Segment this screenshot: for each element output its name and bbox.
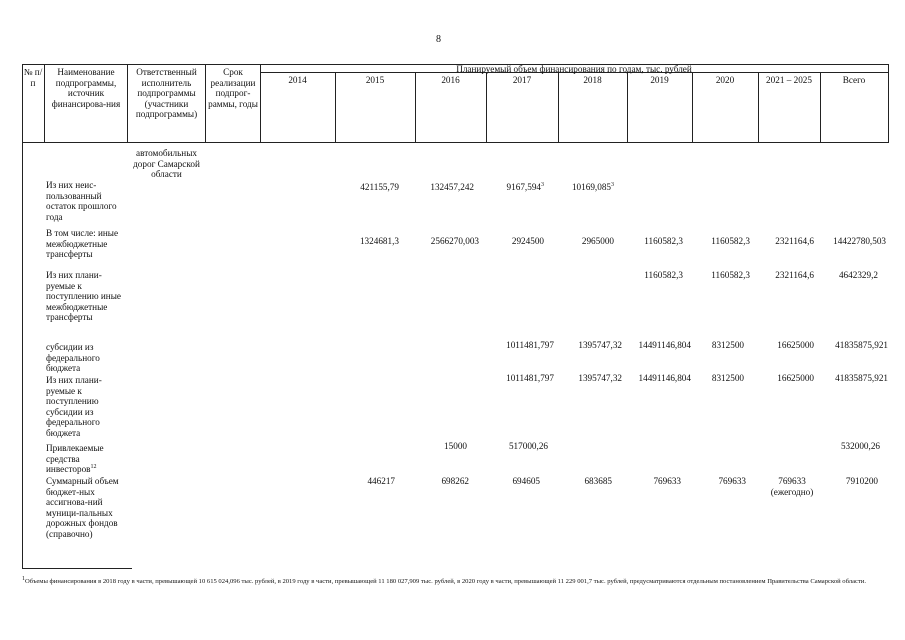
header-executor: Ответственный исполнитель подпрограммы (участники подпрограммы) [135,67,198,119]
row-1-2018 [558,182,614,193]
row-7-name: Суммарный объем бюджет-ных ассигнова-ний муници-пальных дорожных фондов (справочно) [46,476,119,539]
row-5-2020: 8312500 [711,373,744,383]
row-3-total: 4642329,2 [838,270,878,280]
executor-continuation: автомобильных дорог Самарской области [133,148,200,179]
header-funding-title: Планируемый объем финансирования по годам, тыс. рублей [456,64,692,74]
footnote-mark: 1 [22,575,25,582]
row-6-2016: 15000 [444,441,467,451]
year-2016: 2016 [441,75,460,85]
year-2018: 2018 [583,75,602,85]
row-5-2017: 1011481,797 [506,373,554,383]
row-7-2015: 446217 [367,476,395,486]
row-5-2018: 1395747,32 [578,373,622,383]
row-4-name: субсидии из федерального бюджета [46,342,100,373]
row-5-total: 41835875,921 [835,373,888,383]
row-5-name: Из них плани-руемые к поступлению субсидии из федерального бюджета [46,375,102,438]
year-total: Всего [842,75,866,85]
row-3-name: Из них плани-руемые к поступлению иные межбюджетные трансферты [46,270,121,322]
row-4-2018: 1395747,32 [578,340,622,350]
row-2-2018: 2965000 [581,236,614,246]
row-area-left-line [22,142,23,569]
row-2-2021-2025: 2321164,6 [775,236,814,246]
row-7-2018: 683685 [584,476,612,486]
col-divider-13 [888,64,889,143]
row-1-2018-value: 10169,085 [571,182,611,192]
row-2-name: В том числе: иные межбюджетные трансферты [46,228,119,259]
row-2-2020: 1160582,3 [711,236,750,246]
row-7-2016: 698262 [441,476,469,486]
footnote-ref: 3 [541,181,544,188]
row-3-2021-2025: 2321164,6 [775,270,814,280]
header-name: Наименование подпрограммы, источник финансирова-ния [51,67,121,109]
year-2015: 2015 [365,75,385,85]
row-2-2017: 2924500 [511,236,544,246]
row-7-2021-2025 [758,476,826,497]
row-2-total: 14422780,503 [833,236,886,246]
row-2-2019: 1160582,3 [644,236,683,246]
row-7-2020: 769633 [718,476,746,486]
footnote [22,575,888,587]
row-3-2020: 1160582,3 [711,270,750,280]
row-1-2017-value: 9167,594 [506,182,541,192]
footnote-ref: 3 [611,181,614,188]
page-number: 8 [436,34,441,45]
row-6-2017: 517000,26 [508,441,548,451]
year-2019: 2019 [650,75,669,85]
col-divider-1 [44,64,45,143]
row-6-total: 532000,26 [840,441,880,451]
row-5-2019: 14491146,804 [638,373,691,383]
row-6-name-text: Привлекаемые средства инвесторов [46,443,104,474]
table-bottom-line [22,568,132,569]
row-4-2021-2025: 16625000 [777,340,814,350]
row-1-2017 [486,182,544,193]
row-7-2019: 769633 [653,476,681,486]
row-1-2015: 421155,79 [360,182,399,192]
year-2017: 2017 [512,75,532,85]
year-2020: 2020 [715,75,735,85]
header-num: № п/п [23,67,43,88]
row-7-annual-note: (ежегодно) [770,486,814,497]
header-term: Срок реализации подпрог-раммы, годы [208,67,258,109]
row-4-2017: 1011481,797 [506,340,554,350]
row-6-name [46,443,124,475]
row-1-2016: 132457,242 [430,182,474,192]
row-4-total: 41835875,921 [835,340,888,350]
row-7-total: 7910200 [845,476,878,486]
row-4-2019: 14491146,804 [638,340,691,350]
row-2-2015: 1324681,3 [359,236,399,246]
footnote-ref: 12 [90,463,97,470]
year-2014: 2014 [288,75,307,85]
row-1-name: Из них неис-пользованный остаток прошлого года [46,180,117,222]
row-7-2017: 694605 [512,476,540,486]
row-3-2019: 1160582,3 [644,270,683,280]
row-5-2021-2025: 16625000 [777,373,814,383]
row-4-2020: 8312500 [711,340,744,350]
footnote-text: Объемы финансирования в 2018 году в части, превышающей 10 615 024,096 тыс. рублей, в 2019 году в части, превышающей 11 180 027,909 тыс. рублей, в 2020 году в части, превышающей 11 229 001,7 тыс. рублей, предусматриваются отдельным постановлением Правительства Самарской области. [25,578,866,585]
year-2021-2025: 2021 – 2025 [766,75,812,85]
row-2-2016: 2566270,003 [430,236,479,246]
row-7-2021-2025-value: 769633 [778,476,806,486]
